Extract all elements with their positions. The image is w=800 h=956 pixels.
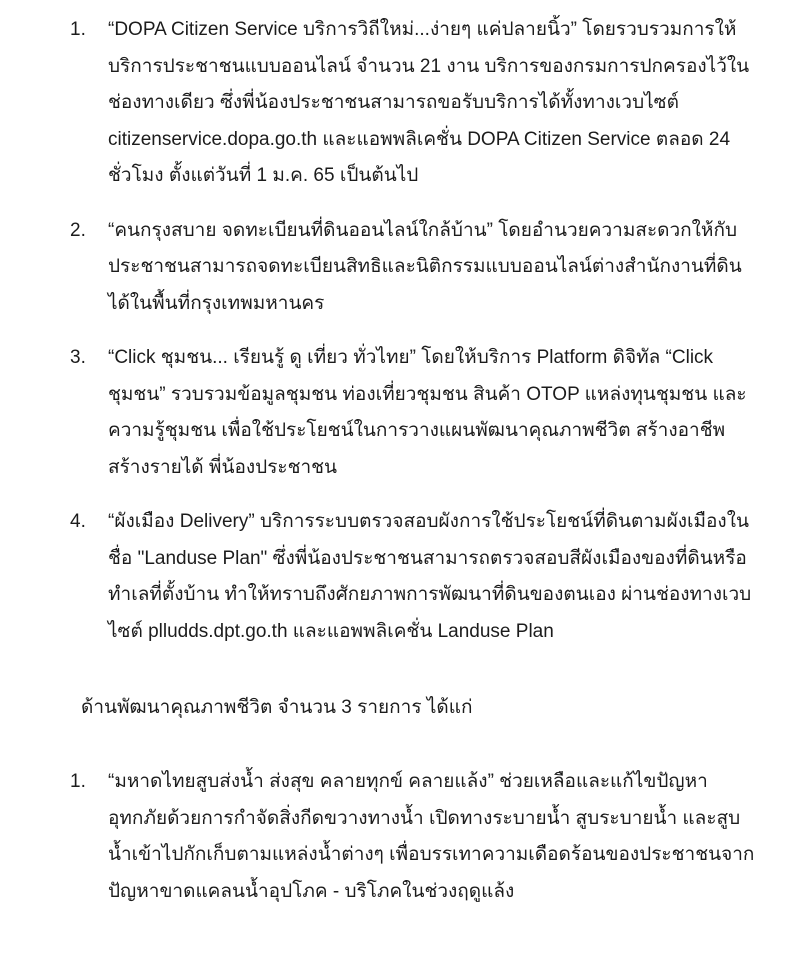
list-item-text: “มหาดไทยสูบส่งน้ำ ส่งสุข คลายทุกข์ คลายแล้ง” ช่วยเหลือและแก้ไขปัญหาอุทกภัยด้วยการกำจัดสิ่งกีดขวางทางน้ำ เปิดทางระบายน้ำ สูบระบายน้ำ และสูบน้ำเข้าไปกักเก็บตามแหล่งน้ำต่างๆ เพื่อบรรเทาความเดือดร้อนของประชาชนจากปัญหาขาดแคลนน้ำอุปโภค - บริโภคในช่วงฤดูแล้ง — [108, 771, 755, 902]
list-item — [0, 764, 800, 910]
list-item-text: “คนกรุงสบาย จดทะเบียนที่ดินออนไลน์ใกล้บ้าน” โดยอำนวยความสะดวกให้กับประชาชนสามารถจดทะเบียนสิทธิและนิติกรรมแบบออนไลน์ต่างสำนักงานที่ดินได้ในพื้นที่กรุงเทพมหานคร — [108, 219, 742, 314]
services-list — [0, 12, 800, 668]
quality-of-life-list — [0, 764, 800, 910]
list-item-number: 1. — [70, 771, 86, 792]
section-heading: ด้านพัฒนาคุณภาพชีวิต จำนวน 3 รายการ ได้แก่ — [81, 697, 473, 718]
list-item-text: “ผังเมือง Delivery” บริการระบบตรวจสอบผังการใช้ประโยชน์ที่ดินตามผังเมืองในชื่อ "Landuse Plan" ซึ่งพี่น้องประชาชนสามารถตรวจสอบสีผังเมืองของที่ดินหรือทำเลที่ตั้งบ้าน ทำให้ทราบถึงศักยภาพการพัฒนาที่ดินของตนเอง ผ่านช่องทางเวบไซต์ plludds.dpt.go.th และแอพพลิเคชั่น Landuse Plan — [108, 511, 752, 642]
list-item — [0, 340, 800, 486]
list-item — [0, 213, 800, 323]
list-item-text: “DOPA Citizen Service บริการวิถีใหม่...ง่ายๆ แค่ปลายนิ้ว” โดยรวบรวมการให้บริการประชาชนแบบออนไลน์ จำนวน 21 งาน บริการของกรมการปกครองไว้ในช่องทางเดียว ซึ่งพี่น้องประชาชนสามารถขอรับบริการได้ทั้งทางเวบไซต์ citizenservice.dopa.go.th และแอพพลิเคชั่น DOPA Citizen Service ตลอด 24 ชั่วโมง ตั้งแต่วันที่ 1 ม.ค. 65 เป็นต้นไป — [108, 19, 750, 186]
list-item-number: 3. — [70, 347, 86, 368]
list-item — [0, 12, 800, 195]
list-item — [0, 504, 800, 650]
list-item-number: 2. — [70, 219, 86, 241]
list-item-number: 4. — [70, 511, 86, 532]
list-item-text: “Click ชุมชน... เรียนรู้ ดู เที่ยว ทั่วไทย” โดยให้บริการ Platform ดิจิทัล “Click ชุมชน” รวบรวมข้อมูลชุมชน ท่องเที่ยวชุมชน สินค้า OTOP แหล่งทุนชุมชน และความรู้ชุมชน เพื่อใช้ประโยชน์ในการวางแผนพัฒนาคุณภาพชีวิต สร้างอาชีพ สร้างรายได้ พี่น้องประชาชน — [108, 347, 747, 478]
list-item-number: 1. — [70, 19, 86, 40]
